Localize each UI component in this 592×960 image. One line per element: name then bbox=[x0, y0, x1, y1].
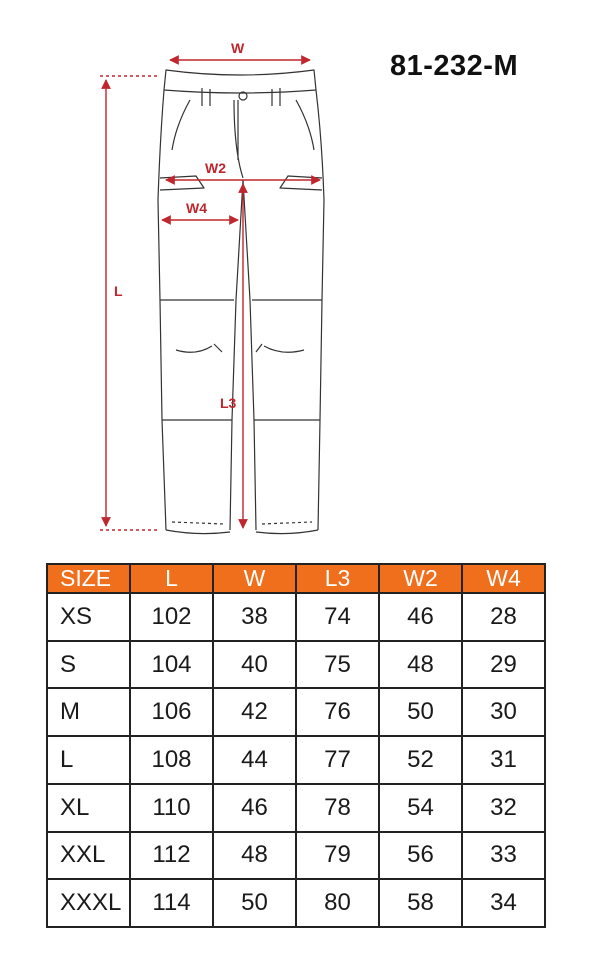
table-cell: 30 bbox=[462, 688, 545, 736]
table-cell: 54 bbox=[379, 784, 462, 832]
table-row bbox=[47, 784, 545, 832]
product-code: 81-232-M bbox=[390, 50, 519, 82]
table-cell: 77 bbox=[296, 736, 379, 784]
table-cell: 29 bbox=[462, 641, 545, 689]
table-cell: 34 bbox=[462, 879, 545, 927]
table-cell: 48 bbox=[213, 832, 296, 880]
table-cell: 79 bbox=[296, 832, 379, 880]
table-cell: 58 bbox=[379, 879, 462, 927]
table-cell: 40 bbox=[213, 641, 296, 689]
table-cell: 76 bbox=[296, 688, 379, 736]
header-size: SIZE bbox=[47, 564, 130, 593]
table-cell: 38 bbox=[213, 593, 296, 641]
header-w2: W2 bbox=[379, 564, 462, 593]
size-cell: L bbox=[47, 736, 130, 784]
table-cell: 31 bbox=[462, 736, 545, 784]
table-cell: 48 bbox=[379, 641, 462, 689]
table-cell: 28 bbox=[462, 593, 545, 641]
table-cell: 108 bbox=[130, 736, 213, 784]
l3-label: L3 bbox=[220, 395, 237, 411]
size-cell: XS bbox=[47, 593, 130, 641]
table-header-row bbox=[47, 564, 545, 593]
table-row bbox=[47, 879, 545, 927]
table-cell: 78 bbox=[296, 784, 379, 832]
table-cell: 46 bbox=[213, 784, 296, 832]
header-w: W bbox=[213, 564, 296, 593]
size-cell: XXL bbox=[47, 832, 130, 880]
w-label: W bbox=[231, 40, 245, 56]
header-l3: L3 bbox=[296, 564, 379, 593]
table-cell: 80 bbox=[296, 879, 379, 927]
table-cell: 32 bbox=[462, 784, 545, 832]
l-label: L bbox=[114, 283, 123, 299]
table-cell: 114 bbox=[130, 879, 213, 927]
size-table bbox=[46, 563, 546, 928]
table-row bbox=[47, 688, 545, 736]
table-cell: 104 bbox=[130, 641, 213, 689]
table-cell: 52 bbox=[379, 736, 462, 784]
table-cell: 56 bbox=[379, 832, 462, 880]
table-row bbox=[47, 641, 545, 689]
size-cell: XXXL bbox=[47, 879, 130, 927]
header-l: L bbox=[130, 564, 213, 593]
table-cell: 112 bbox=[130, 832, 213, 880]
table-cell: 46 bbox=[379, 593, 462, 641]
w4-label: W4 bbox=[186, 200, 207, 216]
table-cell: 33 bbox=[462, 832, 545, 880]
size-cell: S bbox=[47, 641, 130, 689]
table-cell: 44 bbox=[213, 736, 296, 784]
w2-label: W2 bbox=[205, 160, 226, 176]
table-cell: 110 bbox=[130, 784, 213, 832]
table-cell: 50 bbox=[379, 688, 462, 736]
table-row bbox=[47, 736, 545, 784]
table-cell: 102 bbox=[130, 593, 213, 641]
table-cell: 42 bbox=[213, 688, 296, 736]
table-row bbox=[47, 832, 545, 880]
trousers-outline bbox=[158, 70, 324, 534]
table-cell: 50 bbox=[213, 879, 296, 927]
table-cell: 74 bbox=[296, 593, 379, 641]
table-cell: 106 bbox=[130, 688, 213, 736]
size-cell: M bbox=[47, 688, 130, 736]
table-cell: 75 bbox=[296, 641, 379, 689]
table-row bbox=[47, 593, 545, 641]
dimension-lines bbox=[100, 60, 320, 530]
header-w4: W4 bbox=[462, 564, 545, 593]
size-cell: XL bbox=[47, 784, 130, 832]
